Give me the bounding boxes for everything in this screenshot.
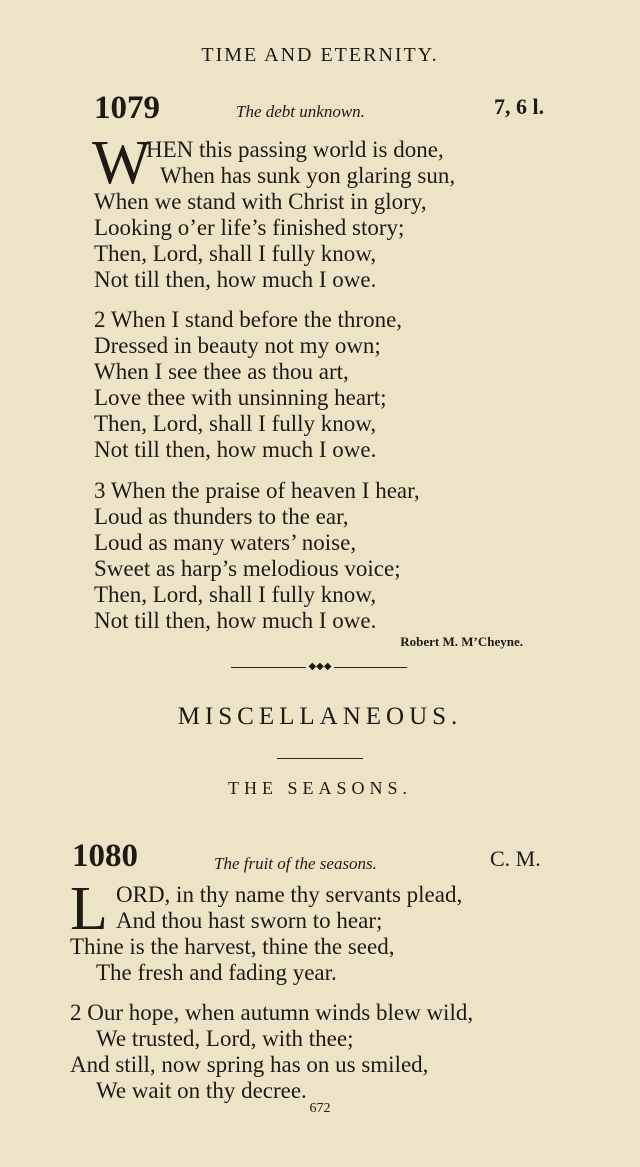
- hymn-title: The fruit of the seasons.: [214, 854, 377, 873]
- verse-line: HEN this passing world is done,: [146, 137, 444, 162]
- verse-line: Not till then, how much I owe.: [94, 608, 377, 633]
- verse-line: Love thee with unsinning heart;: [94, 385, 387, 410]
- subsection-title: THE SEASONS.: [227, 778, 412, 798]
- verse-line: And thou hast sworn to hear;: [116, 908, 383, 933]
- verse-line: Then, Lord, shall I fully know,: [94, 241, 377, 266]
- verse-line: 2 Our hope, when autumn winds blew wild,: [70, 1000, 474, 1025]
- verse-line: The fresh and fading year.: [96, 960, 337, 985]
- verse-line: Not till then, how much I owe.: [94, 437, 377, 462]
- ornament-diamonds: ◆◆◆: [308, 661, 332, 672]
- author-attribution: Robert M. M’Cheyne.: [400, 634, 523, 649]
- hymn-meter: C. M.: [490, 846, 541, 871]
- verse-line: Looking o’er life’s finished story;: [94, 215, 405, 240]
- page-number: 672: [309, 1101, 331, 1116]
- verse-line: Loud as many waters’ noise,: [94, 530, 357, 555]
- drop-cap: L: [70, 875, 108, 943]
- drop-cap: W: [92, 129, 151, 197]
- hymn-1079-header: [0, 90, 640, 130]
- section-divider: [277, 758, 363, 759]
- verse-line: Then, Lord, shall I fully know,: [94, 411, 377, 436]
- verse-line: Thine is the harvest, thine the seed,: [70, 934, 395, 959]
- verse-line: Then, Lord, shall I fully know,: [94, 582, 377, 607]
- verse-line: And still, now spring has on us smiled,: [70, 1052, 429, 1077]
- hymn-1080-header: [0, 838, 640, 878]
- verse-line: When I see thee as thou art,: [94, 359, 349, 384]
- verse-line: ORD, in thy name thy servants plead,: [116, 882, 463, 907]
- verse-line: Not till then, how much I owe.: [94, 267, 377, 292]
- hymn-meter: 7, 6 l.: [494, 94, 545, 119]
- verse-line: Loud as thunders to the ear,: [94, 504, 349, 529]
- verse-line: Dressed in beauty not my own;: [94, 333, 381, 358]
- verse-line: When has sunk yon glaring sun,: [160, 163, 456, 188]
- verse-line: We wait on thy decree.: [96, 1078, 307, 1103]
- running-head: TIME AND ETERNITY.: [201, 44, 439, 66]
- section-title: MISCELLANEOUS.: [177, 703, 463, 730]
- verse-line: Sweet as harp’s melodious voice;: [94, 556, 401, 581]
- verse-line: When we stand with Christ in glory,: [94, 189, 427, 214]
- hymn-number: 1080: [72, 838, 138, 874]
- verse-line: We trusted, Lord, with thee;: [96, 1026, 354, 1051]
- hymn-number: 1079: [94, 90, 160, 126]
- verse-line: 3 When the praise of heaven I hear,: [94, 478, 420, 503]
- verse-line: 2 When I stand before the throne,: [94, 307, 403, 332]
- hymn-title: The debt unknown.: [236, 102, 365, 121]
